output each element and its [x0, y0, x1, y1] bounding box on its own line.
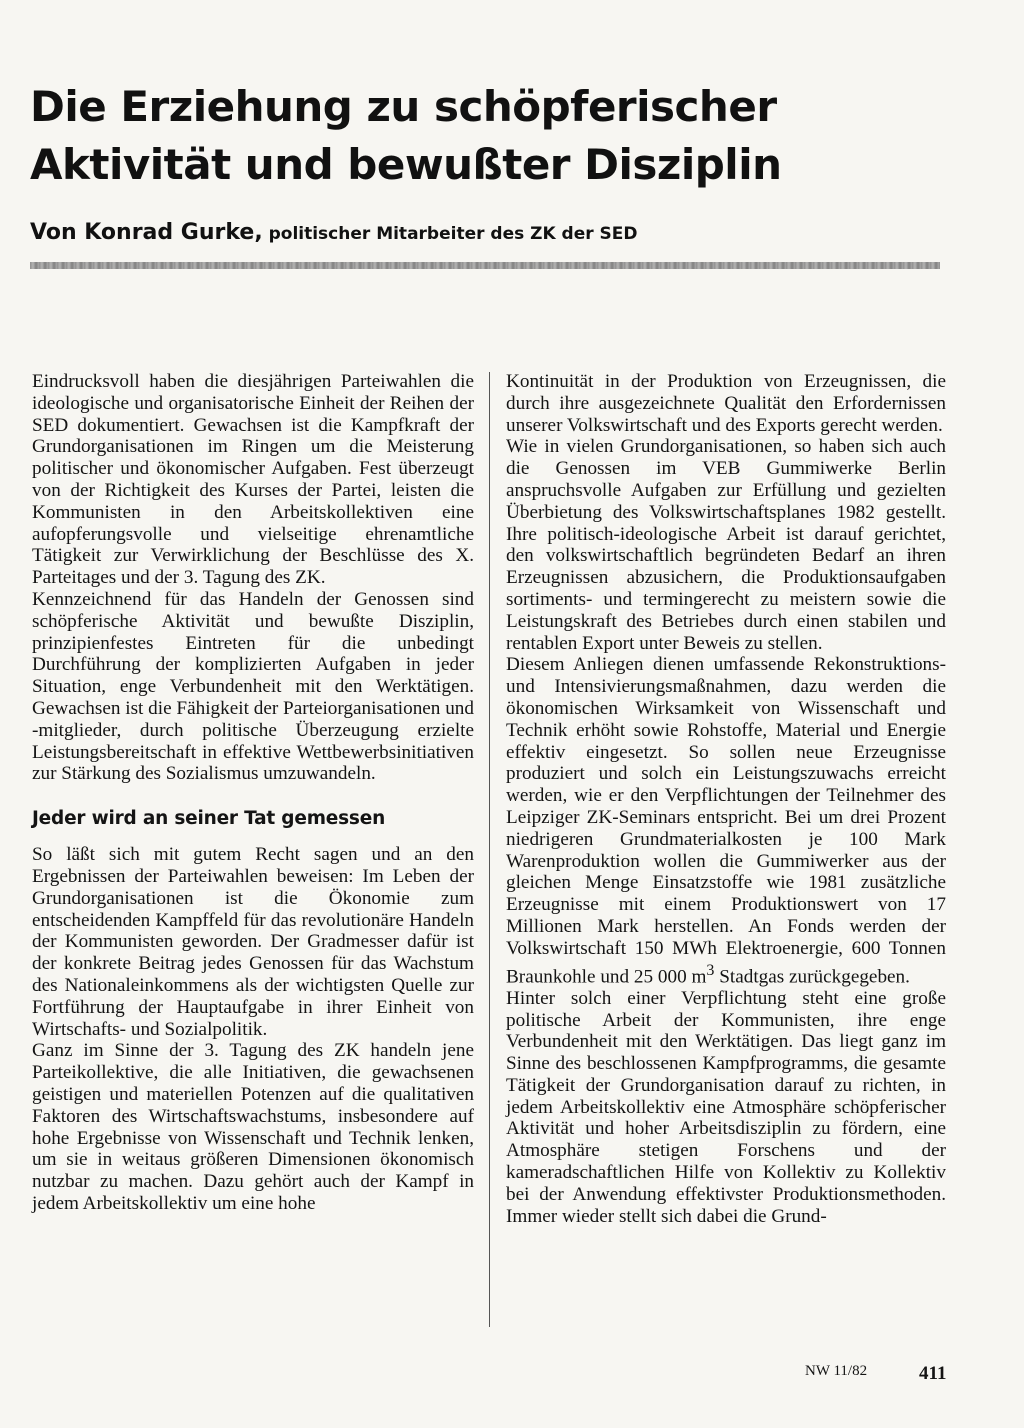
left-paragraph-4: Ganz im Sinne der 3. Tagung des ZK handeln jene Parteikollektive, die alle Initiativen, die gewachsenen geistigen und materiellen Potenzen auf die qualitativen Faktoren des Wirtschaftswachstums, insbesondere auf hohe Ergebnisse von Wissenschaft und Technik lenken, um sie in weitaus größeren Dimensionen ökonomisch nutzbar zu machen. Dazu gehört auch der Kampf in jedem Arbeitskollektiv um eine hohe [32, 1040, 474, 1214]
right-paragraph-3-tail: Stadtgas zurückgegeben. [714, 965, 910, 987]
left-paragraph-1: Eindrucksvoll haben die diesjährigen Parteiwahlen die ideologische und organisatorische Einheit der Reihen der SED dokumentiert. Gewachsen ist die Kampfkraft der Grundorganisationen im Ringen um die Meisterung politischer und ökonomischer Aufgaben. Fest überzeugt von der Richtigkeit des Kurses der Partei, leisten die Kommunisten in den Arbeitskollektiven eine aufopferungsvolle und vielseitige ehrenamtliche Tätigkeit zur Verwirklichung der Beschlüsse des X. Parteitages und der 3. Tagung des ZK. [32, 371, 474, 589]
column-divider [489, 372, 490, 1327]
byline-author-role: politischer Mitarbeiter des ZK der SED [262, 224, 638, 244]
right-paragraph-2: Wie in vielen Grundorganisationen, so haben sich auch die Genossen im VEB Gummiwerke Berlin anspruchsvolle Aufgaben zur Erfüllung und gezielten Überbietung des Volkswirtschaftsplanes 1982 gestellt. Ihre politisch-ideologische Arbeit ist darauf gerichtet, den volkswirtschaftlich begründeten Bedarf an ihren Erzeugnissen abzusichern, die Produktionsaufgaben sortiments- und termingerecht zu meistern sowie die Leistungskraft des Betriebes durch einen stabilen und rentablen Export unter Beweis zu stellen. [506, 436, 946, 654]
right-paragraph-1: Kontinuität in der Produktion von Erzeugnissen, die durch ihre ausgezeichnete Qualität den Erfordernissen unserer Volkswirtschaft und des Exports gerecht werden. [506, 371, 946, 436]
left-column [32, 371, 474, 1215]
left-paragraph-3: So läßt sich mit gutem Recht sagen und an den Ergebnissen der Parteiwahlen beweisen: Im Leben der Grundorganisationen ist die Ökonomie zum entscheidenden Kampffeld für das revolutionäre Handeln der Kommunisten geworden. Der Gradmesser dafür ist der konkrete Beitrag jedes Genossen für das Wachstum des Nationaleinkommens als der wichtigsten Quelle zur Fortführung der Hauptaufgabe in ihrer Einheit von Wirtschafts- und Sozialpolitik. [32, 844, 474, 1040]
article-headline [30, 78, 990, 194]
section-subheading: Jeder wird an seiner Tat gemessen [32, 808, 386, 830]
headline-line-1: Die Erziehung zu schöpferischer [30, 82, 777, 131]
byline [30, 220, 990, 245]
cubic-exponent: 3 [706, 961, 715, 979]
issue-label: NW 11/82 [805, 1363, 868, 1379]
right-paragraph-3 [506, 654, 946, 987]
headline-line-2: Aktivität und bewußter Disziplin [30, 140, 782, 189]
left-paragraph-2: Kennzeichnend für das Handeln der Genossen sind schöpferische Aktivität und bewußte Disziplin, prinzipienfestes Eintreten für die unbedingt Durchführung der komplizierten Aufgaben in jeder Situation, enge Verbundenheit mit den Werktätigen. Gewachsen ist die Fähigkeit der Parteiorganisationen und -mitglieder, durch politische Überzeugung erzielte Leistungsbereitschaft in effektive Wettbewerbsinitiativen zur Stärkung des Sozialismus umzuwandeln. [32, 588, 474, 785]
headline-divider-rule [30, 262, 940, 269]
right-paragraph-3-text: Diesem Anliegen dienen umfassende Rekonstruktions- und Intensivierungsmaßnahmen, dazu werden die ökonomischen Wirksamkeit von Wissenschaft und Technik erhöht sowie Rohstoffe, Material und Energie effektiv eingesetzt. So sollen neue Erzeugnisse produziert und solch ein Leistungszuwachs erreicht werden, wie er den Verpflichtungen der Teilnehmer des Leipziger ZK-Seminars entspricht. Bei um drei Prozent niedrigeren Grundmaterialkosten je 100 Mark Warenproduktion wollen die Gummiwerker aus der gleichen Menge Einsatzstoffe wie 1981 zusätzliche Erzeugnisse mit einem Produktionswert von 17 Millionen Mark herstellen. An Fonds werden der Volkswirtschaft 150 MWh Elektroenergie, 600 Tonnen Braunkohle und [506, 654, 946, 987]
right-column [506, 371, 946, 1227]
right-paragraph-4: Hinter solch einer Verpflichtung steht eine große politische Arbeit der Kommunisten, ihre enge Verbundenheit mit den Werktätigen. Das liegt ganz im Sinne des beschlossenen Kampfprogramms, die gesamte Tätigkeit der Grundorganisation darauf zu richten, in jedem Arbeitskollektiv eine Atmosphäre schöpferischer Aktivität und hoher Arbeitsdisziplin zu fördern, eine Atmosphäre stetigen Forschens und der kameradschaftlichen Hilfe von Kollektiv zu Kollektiv bei der Anwendung effektivster Produktionsmethoden. Immer wieder stellt sich dabei die Grund- [506, 987, 946, 1227]
gas-quantity: 25 000 m [633, 965, 707, 987]
byline-author: Von Konrad Gurke, [30, 220, 263, 245]
page-number: 411 [919, 1363, 947, 1384]
